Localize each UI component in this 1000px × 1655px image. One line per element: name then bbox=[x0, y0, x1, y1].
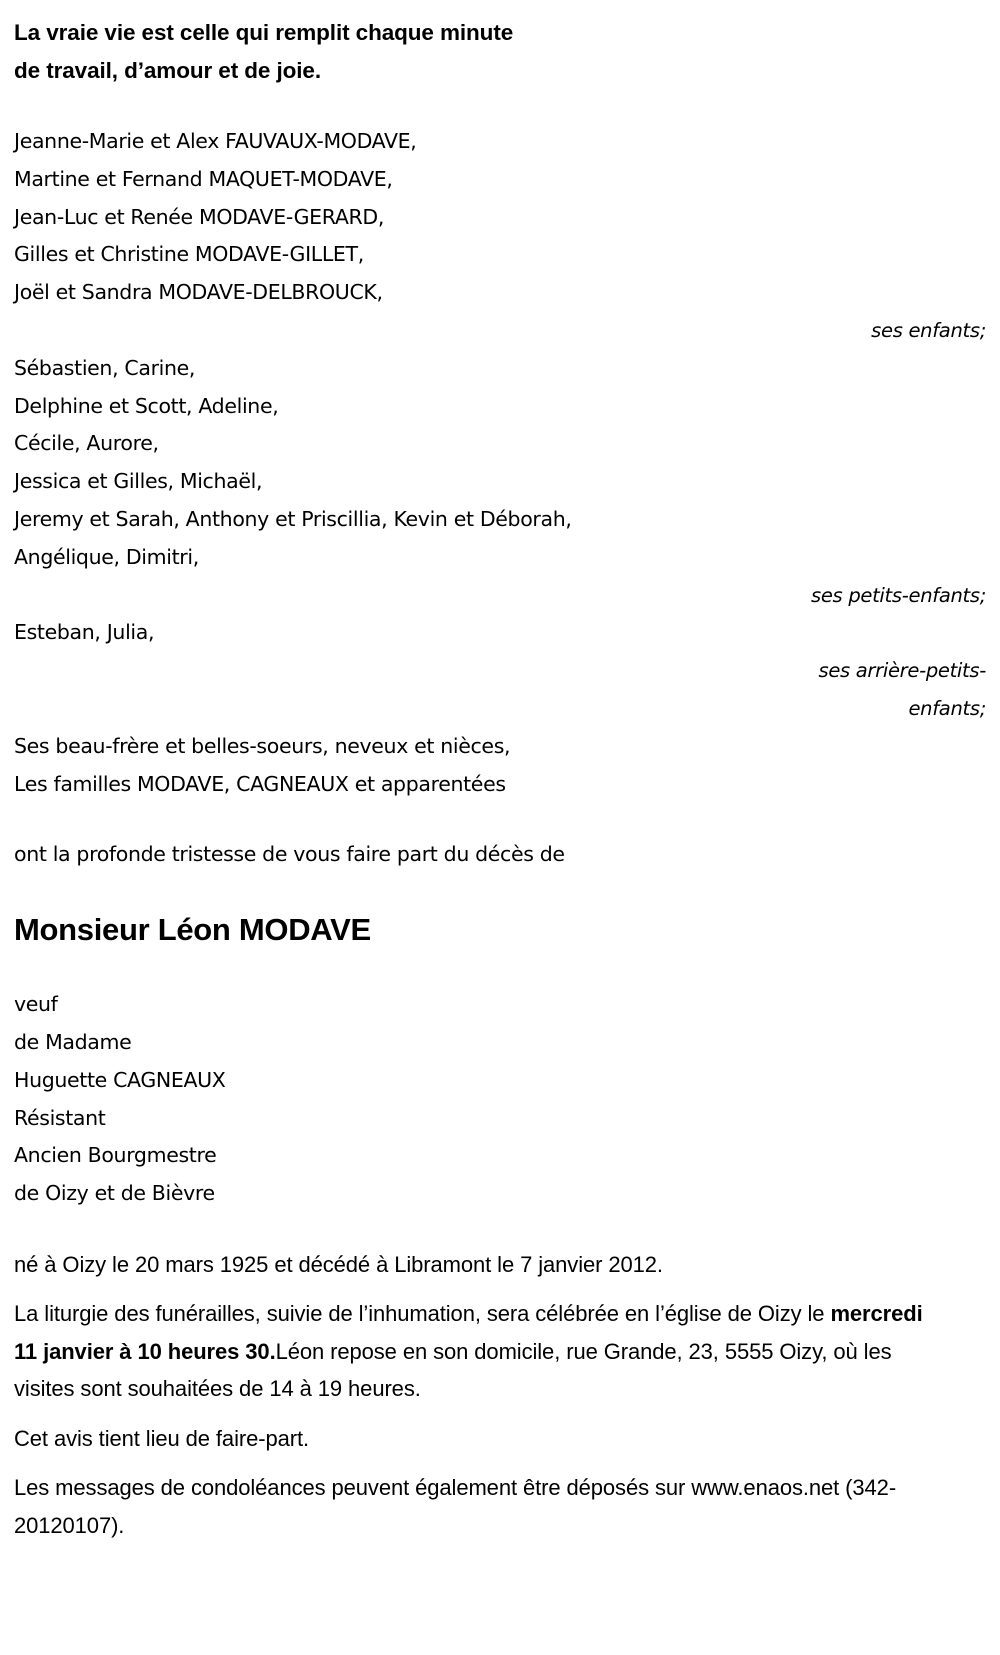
extended-family-list bbox=[14, 728, 986, 804]
spacer-after-quote bbox=[14, 90, 986, 123]
grandchildren-line-2: Delphine et Scott, Adeline, bbox=[14, 393, 279, 418]
funeral-datetime: mercredi 11 janvier à 10 heures 30. bbox=[14, 1301, 923, 1364]
children-line-4: Gilles et Christine MODAVE-GILLET, bbox=[14, 242, 364, 267]
extended-family-line-2: Les familles MODAVE, CAGNEAUX et apparentées bbox=[14, 771, 506, 796]
great-grandchildren-list bbox=[14, 614, 986, 652]
quote-line-1: La vraie vie est celle qui remplit chaque minute bbox=[14, 20, 514, 45]
quote-line-2: de travail, d’amour et de joie. bbox=[14, 58, 321, 83]
children-list bbox=[14, 123, 986, 312]
children-line-3: Jean-Luc et Renée MODAVE-GERARD, bbox=[14, 204, 384, 229]
grandchildren-line-5: Jeremy et Sarah, Anthony et Priscillia, Kevin et Déborah, bbox=[14, 506, 572, 531]
opening-quote bbox=[14, 8, 986, 90]
birth-death-line: né à Oizy le 20 mars 1925 et décédé à Libramont le 7 janvier 2012. bbox=[14, 1251, 663, 1277]
details-block bbox=[14, 1246, 986, 1545]
grandchildren-line-4: Jessica et Gilles, Michaël, bbox=[14, 469, 263, 494]
grandchildren-line-3: Cécile, Aurore, bbox=[14, 431, 159, 456]
grandchildren-relation-label: ses petits-enfants; bbox=[811, 583, 986, 607]
condolences-reference: (342-20120107). bbox=[14, 1475, 897, 1538]
children-line-5: Joël et Sandra MODAVE-DELBROUCK, bbox=[14, 280, 383, 305]
great-grandchildren-relation-label-line-2: enfants; bbox=[908, 696, 986, 720]
condolences-text: Les messages de condoléances peuvent également être déposés sur bbox=[14, 1475, 692, 1501]
qualities-line-5: Ancien Bourgmestre bbox=[14, 1143, 217, 1168]
children-line-1: Jeanne-Marie et Alex FAUVAUX-MODAVE, bbox=[14, 129, 417, 153]
spacer-before-name bbox=[14, 874, 986, 907]
grandchildren-line-1: Sébastien, Carine, bbox=[14, 355, 196, 380]
children-relation-label-wrap bbox=[14, 312, 986, 350]
grandchildren-list bbox=[14, 350, 986, 577]
announcement-intro: ont la profonde tristesse de vous faire part du décès de bbox=[14, 842, 565, 867]
qualities-list bbox=[14, 986, 986, 1213]
great-grandchildren-line-1: Esteban, Julia, bbox=[14, 620, 155, 645]
faire-part-notice: Cet avis tient lieu de faire-part. bbox=[14, 1425, 309, 1451]
qualities-line-2: de Madame bbox=[14, 1029, 132, 1054]
spacer-before-details bbox=[14, 1213, 986, 1246]
children-relation-label: ses enfants; bbox=[871, 318, 986, 342]
funeral-paragraph bbox=[14, 1295, 949, 1408]
qualities-line-3: Huguette CAGNEAUX bbox=[14, 1067, 226, 1092]
qualities-line-1: veuf bbox=[14, 992, 58, 1017]
qualities-line-4: Résistant bbox=[14, 1105, 106, 1130]
deceased-name-heading: Monsieur Léon MODAVE bbox=[14, 912, 371, 948]
qualities-line-6: de Oizy et de Bièvre bbox=[14, 1181, 215, 1206]
funeral-text-part-1: La liturgie des funérailles, suivie de l’inhumation, sera célébrée en l’église de Oizy le bbox=[14, 1301, 831, 1327]
funeral-text-part-2: Léon repose en son domicile, rue Grande, 23, 5555 Oizy, où les visites sont souhaitées de 14 à 19 heures. bbox=[14, 1338, 892, 1402]
great-grandchildren-relation-label-wrap bbox=[14, 652, 986, 728]
children-line-2: Martine et Fernand MAQUET-MODAVE, bbox=[14, 166, 393, 191]
condolences-website[interactable]: www.enaos.net bbox=[691, 1475, 840, 1501]
condolences-paragraph bbox=[14, 1469, 949, 1544]
grandchildren-relation-label-wrap bbox=[14, 577, 986, 615]
spacer-before-qualities bbox=[14, 953, 986, 986]
grandchildren-line-6: Angélique, Dimitri, bbox=[14, 544, 199, 569]
extended-family-line-1: Ses beau-frère et belles-soeurs, neveux et nièces, bbox=[14, 733, 511, 758]
great-grandchildren-relation-label-line-1: ses arrière-petits- bbox=[818, 659, 986, 683]
spacer-before-intro bbox=[14, 803, 986, 836]
